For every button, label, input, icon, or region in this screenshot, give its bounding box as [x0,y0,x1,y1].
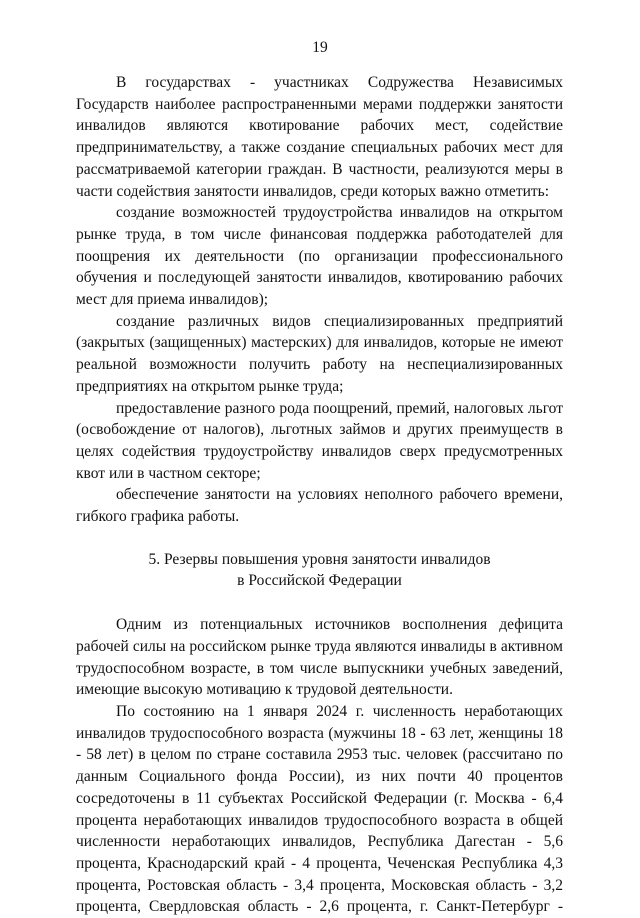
paragraph-open-labor-market: создание возможностей трудоустройства инвалидов на открытом рынке труда, в том числе финансовая поддержка работодателей для поощрения их деятельности (по организации профессионального обучения и последующей занятости инвалидов, квотированию рабочих мест для приема инвалидов); [76,204,563,309]
paragraph-labor-shortage: Одним из потенциальных источников восполнения дефицита рабочей силы на российском рынке труда являются инвалиды в активном трудоспособном возрасте, в том числе выпускники учебных заведений, имеющие высокую мотивацию к трудовой деятельности. [76,616,563,699]
paragraph-cis-measures: В государствах - участниках Содружества Независимых Государств наиболее распространенными мерами поддержки занятости инвалидов являются квотирование рабочих мест, содействие предпринимательству, а также создание специальных рабочих мест для рассматриваемой категории граждан. В частности, реализуются меры в части содействия занятости инвалидов, среди которых важно отметить: [76,74,563,200]
paragraph-statistics: По состоянию на 1 января 2024 г. численность неработающих инвалидов трудоспособного возраста (мужчины 18 - 63 лет, женщины 18 - 58 лет) в целом по стране составила 2953 тыс. человек (рассчитано по данным Социального фонда России), из них почти 40 процентов сосредоточены в 11 субъектах Российской Федерации (г. Москва - 6,4 процента неработающих инвалидов трудоспособного возраста в общей численности неработающих инвалидов, Республика Дагестан - 5,6 процента, Краснодарский край - 4 процента, Чеченская Республика 4,3 процента, Ростовская область - 3,4 процента, Московская область - 3,2 процента, Свердловская область - 2,6 процента, г. Санкт-Петербург - [76,702,563,916]
document-body [76,72,563,918]
paragraph-part-time-employment: обеспечение занятости на условиях неполного рабочего времени, гибкого графика работы. [76,486,563,526]
section-heading-line-2: в Российской Федерации [237,572,402,590]
paragraph-incentives: предоставление разного рода поощрений, премий, налоговых льгот (освобождение от налогов), льготных займов и других преимуществ в целях содействия трудоустройству инвалидов сверх предусмотренных квот или в частном секторе; [76,399,563,482]
paragraph-specialized-enterprises: создание различных видов специализированных предприятий (закрытых (защищенных) мастерских) для инвалидов, которые не имеют реальной возможности получить работу на неспециализированных предприятиях на открытом рынке труда; [76,312,563,395]
section-heading [76,549,563,592]
section-heading-line-1: 5. Резервы повышения уровня занятости инвалидов [148,550,491,568]
page-number: 19 [312,39,328,56]
